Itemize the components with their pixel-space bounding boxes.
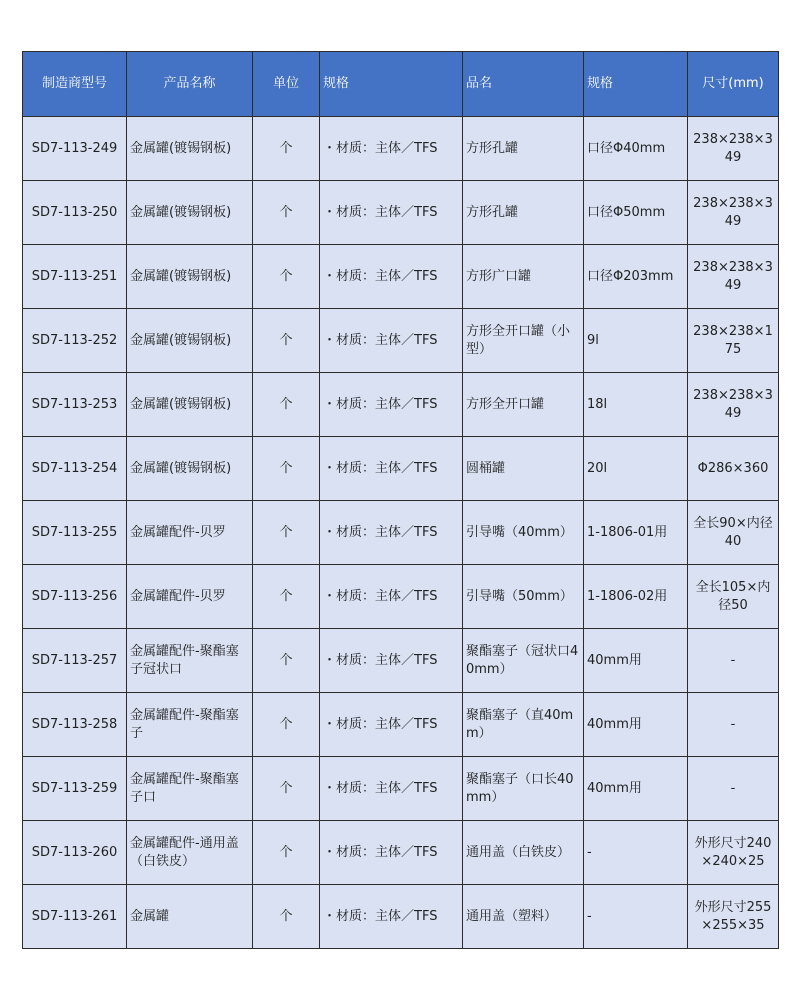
cell-material-spec: ・材质：主体／TFS bbox=[320, 245, 463, 309]
header-item-name: 品名 bbox=[463, 52, 584, 117]
cell-dimensions: 238×238×349 bbox=[688, 117, 779, 181]
header-product-name: 产品名称 bbox=[127, 52, 253, 117]
cell-spec: 口径Φ203mm bbox=[584, 245, 688, 309]
cell-spec: 20l bbox=[584, 437, 688, 501]
cell-model-number: SD7-113-255 bbox=[23, 501, 127, 565]
cell-spec: 18l bbox=[584, 373, 688, 437]
cell-item-name: 方形全开口罐 bbox=[463, 373, 584, 437]
cell-material-spec: ・材质：主体／TFS bbox=[320, 117, 463, 181]
cell-dimensions: 238×238×349 bbox=[688, 373, 779, 437]
cell-model-number: SD7-113-258 bbox=[23, 693, 127, 757]
cell-unit: 个 bbox=[253, 117, 320, 181]
cell-model-number: SD7-113-253 bbox=[23, 373, 127, 437]
cell-dimensions: 238×238×349 bbox=[688, 245, 779, 309]
cell-dimensions: 外形尺寸240×240×25 bbox=[688, 821, 779, 885]
cell-unit: 个 bbox=[253, 757, 320, 821]
cell-spec: 40mm用 bbox=[584, 757, 688, 821]
table-body bbox=[23, 117, 779, 949]
product-table bbox=[22, 51, 779, 949]
cell-material-spec: ・材质：主体／TFS bbox=[320, 181, 463, 245]
table-row bbox=[23, 821, 779, 885]
cell-dimensions: - bbox=[688, 629, 779, 693]
cell-material-spec: ・材质：主体／TFS bbox=[320, 693, 463, 757]
cell-material-spec: ・材质：主体／TFS bbox=[320, 501, 463, 565]
cell-item-name: 聚酯塞子（口长40mm） bbox=[463, 757, 584, 821]
cell-model-number: SD7-113-252 bbox=[23, 309, 127, 373]
header-row bbox=[23, 52, 779, 117]
table-row bbox=[23, 309, 779, 373]
cell-item-name: 聚酯塞子（冠状口40mm） bbox=[463, 629, 584, 693]
cell-model-number: SD7-113-251 bbox=[23, 245, 127, 309]
cell-spec: 9l bbox=[584, 309, 688, 373]
header-dimensions: 尺寸(mm) bbox=[688, 52, 779, 117]
cell-product-name: 金属罐(镀锡钢板) bbox=[127, 117, 253, 181]
cell-model-number: SD7-113-256 bbox=[23, 565, 127, 629]
cell-unit: 个 bbox=[253, 245, 320, 309]
header-spec: 规格 bbox=[584, 52, 688, 117]
table-row bbox=[23, 181, 779, 245]
cell-material-spec: ・材质：主体／TFS bbox=[320, 885, 463, 949]
cell-product-name: 金属罐(镀锡钢板) bbox=[127, 245, 253, 309]
cell-dimensions: 外形尺寸255×255×35 bbox=[688, 885, 779, 949]
cell-material-spec: ・材质：主体／TFS bbox=[320, 629, 463, 693]
cell-model-number: SD7-113-249 bbox=[23, 117, 127, 181]
header-unit: 单位 bbox=[253, 52, 320, 117]
cell-item-name: 通用盖（白铁皮） bbox=[463, 821, 584, 885]
cell-product-name: 金属罐配件-通用盖（白铁皮） bbox=[127, 821, 253, 885]
cell-product-name: 金属罐(镀锡钢板) bbox=[127, 373, 253, 437]
cell-item-name: 引导嘴（50mm） bbox=[463, 565, 584, 629]
cell-unit: 个 bbox=[253, 885, 320, 949]
cell-product-name: 金属罐配件-聚酯塞子口 bbox=[127, 757, 253, 821]
cell-unit: 个 bbox=[253, 373, 320, 437]
cell-model-number: SD7-113-254 bbox=[23, 437, 127, 501]
cell-material-spec: ・材质：主体／TFS bbox=[320, 565, 463, 629]
cell-item-name: 方形孔罐 bbox=[463, 181, 584, 245]
cell-spec: 40mm用 bbox=[584, 629, 688, 693]
cell-dimensions: 全长105×内径50 bbox=[688, 565, 779, 629]
cell-unit: 个 bbox=[253, 565, 320, 629]
header-model-number: 制造商型号 bbox=[23, 52, 127, 117]
cell-unit: 个 bbox=[253, 309, 320, 373]
table-row bbox=[23, 117, 779, 181]
table-row bbox=[23, 693, 779, 757]
cell-unit: 个 bbox=[253, 821, 320, 885]
cell-unit: 个 bbox=[253, 181, 320, 245]
cell-model-number: SD7-113-261 bbox=[23, 885, 127, 949]
cell-item-name: 方形孔罐 bbox=[463, 117, 584, 181]
cell-product-name: 金属罐配件-贝罗 bbox=[127, 501, 253, 565]
table-row bbox=[23, 757, 779, 821]
cell-dimensions: - bbox=[688, 693, 779, 757]
cell-model-number: SD7-113-259 bbox=[23, 757, 127, 821]
cell-product-name: 金属罐(镀锡钢板) bbox=[127, 309, 253, 373]
cell-product-name: 金属罐配件-贝罗 bbox=[127, 565, 253, 629]
cell-item-name: 引导嘴（40mm） bbox=[463, 501, 584, 565]
table-row bbox=[23, 245, 779, 309]
cell-model-number: SD7-113-260 bbox=[23, 821, 127, 885]
cell-material-spec: ・材质：主体／TFS bbox=[320, 437, 463, 501]
cell-dimensions: 全长90×内径40 bbox=[688, 501, 779, 565]
cell-model-number: SD7-113-250 bbox=[23, 181, 127, 245]
cell-product-name: 金属罐 bbox=[127, 885, 253, 949]
table-row bbox=[23, 501, 779, 565]
cell-dimensions: - bbox=[688, 757, 779, 821]
cell-material-spec: ・材质：主体／TFS bbox=[320, 757, 463, 821]
cell-unit: 个 bbox=[253, 501, 320, 565]
cell-unit: 个 bbox=[253, 693, 320, 757]
table-row bbox=[23, 629, 779, 693]
cell-material-spec: ・材质：主体／TFS bbox=[320, 821, 463, 885]
cell-unit: 个 bbox=[253, 437, 320, 501]
header-material-spec: 规格 bbox=[320, 52, 463, 117]
table-row bbox=[23, 885, 779, 949]
cell-dimensions: Φ286×360 bbox=[688, 437, 779, 501]
cell-spec: 1-1806-01用 bbox=[584, 501, 688, 565]
cell-item-name: 聚酯塞子（直40mm） bbox=[463, 693, 584, 757]
cell-spec: 40mm用 bbox=[584, 693, 688, 757]
cell-spec: 口径Φ50mm bbox=[584, 181, 688, 245]
cell-dimensions: 238×238×175 bbox=[688, 309, 779, 373]
cell-spec: 口径Φ40mm bbox=[584, 117, 688, 181]
cell-spec: - bbox=[584, 821, 688, 885]
cell-unit: 个 bbox=[253, 629, 320, 693]
cell-model-number: SD7-113-257 bbox=[23, 629, 127, 693]
table-row bbox=[23, 565, 779, 629]
cell-product-name: 金属罐配件-聚酯塞子冠状口 bbox=[127, 629, 253, 693]
table-row bbox=[23, 373, 779, 437]
cell-product-name: 金属罐配件-聚酯塞子 bbox=[127, 693, 253, 757]
cell-material-spec: ・材质：主体／TFS bbox=[320, 309, 463, 373]
cell-product-name: 金属罐(镀锡钢板) bbox=[127, 437, 253, 501]
cell-material-spec: ・材质：主体／TFS bbox=[320, 373, 463, 437]
cell-spec: 1-1806-02用 bbox=[584, 565, 688, 629]
cell-dimensions: 238×238×349 bbox=[688, 181, 779, 245]
cell-spec: - bbox=[584, 885, 688, 949]
table-row bbox=[23, 437, 779, 501]
cell-product-name: 金属罐(镀锡钢板) bbox=[127, 181, 253, 245]
cell-item-name: 通用盖（塑料） bbox=[463, 885, 584, 949]
cell-item-name: 方形广口罐 bbox=[463, 245, 584, 309]
cell-item-name: 方形全开口罐（小型） bbox=[463, 309, 584, 373]
cell-item-name: 圆桶罐 bbox=[463, 437, 584, 501]
